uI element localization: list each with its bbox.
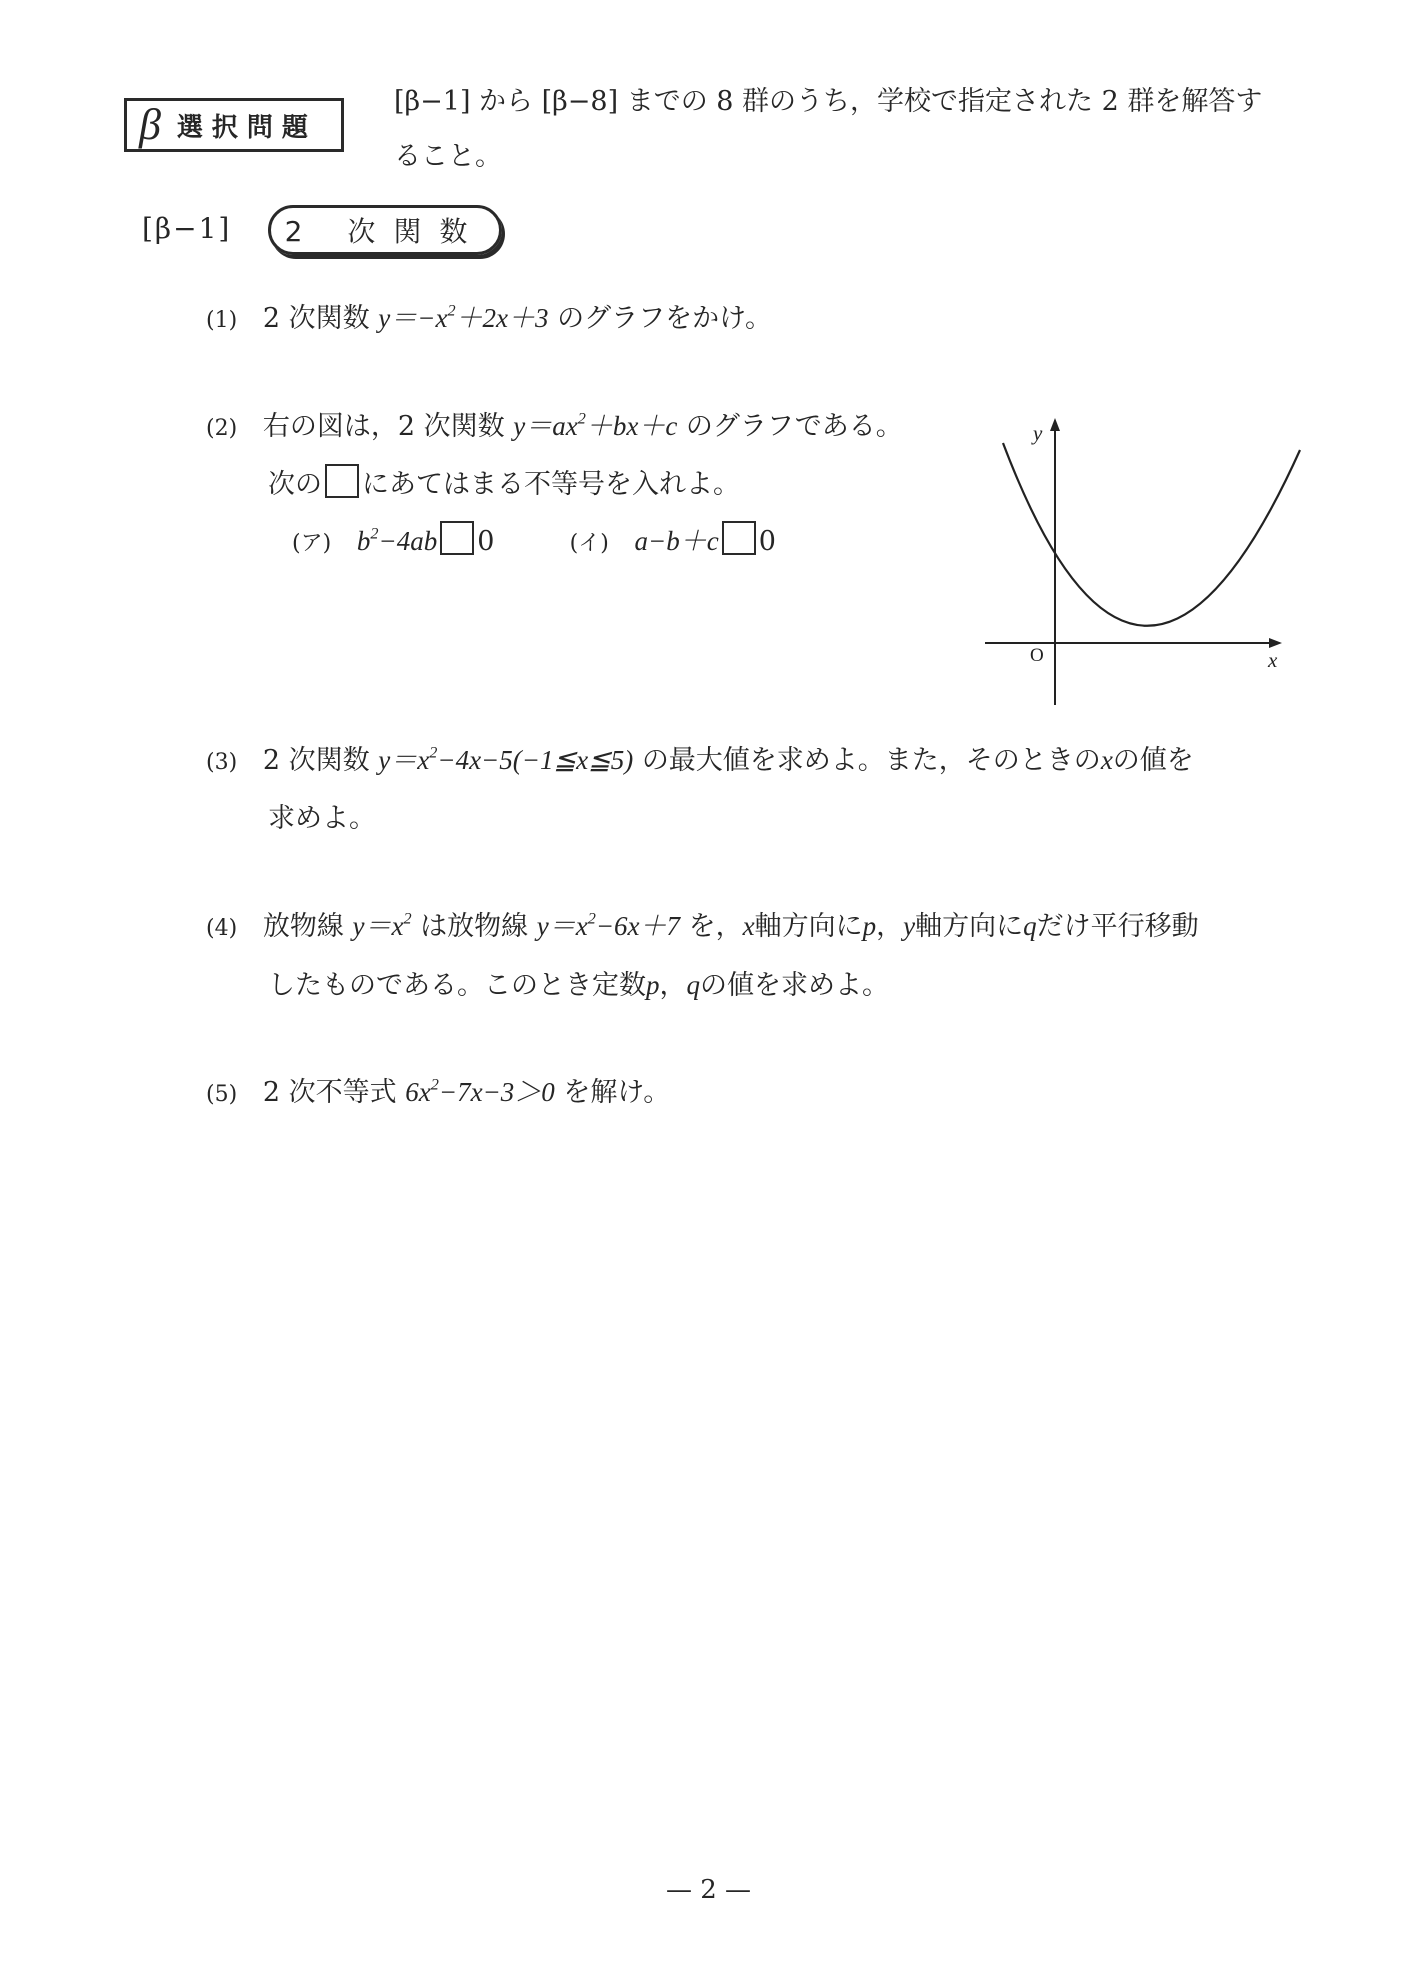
instruction-line-1: [β−1] から [β−8] までの 8 群のうち，学校で指定された 2 群を解答す (394, 86, 1263, 117)
subq-a-sup: 2 (370, 524, 379, 543)
q4-text-c: を， (688, 911, 743, 942)
section-title: 2 次関数 (284, 215, 486, 248)
q5-sup: 2 (430, 1075, 439, 1094)
q3-eq: y＝x (378, 745, 430, 775)
q4-line-1 (206, 898, 1326, 957)
q5-text-a: 2 次不等式 (262, 1077, 397, 1108)
q1-equation (378, 303, 548, 333)
q5-eq-rest: −7x−3＞0 (438, 1077, 555, 1107)
q4-line2-p: p (646, 970, 660, 1000)
q2-line2-b: にあてはまる不等号を入れよ。 (362, 469, 740, 500)
q2-sup: 2 (577, 409, 586, 428)
q4-eq2-rest: −6x＋7 (595, 911, 681, 941)
q4-eq2-base: y＝x (536, 911, 588, 941)
q4-var-y: y (903, 911, 916, 941)
question-2 (206, 398, 966, 572)
subq-a-zero: 0 (477, 526, 495, 557)
q2-eq-rest: ＋bx＋c (585, 411, 678, 441)
question-number: (3) (206, 750, 238, 775)
subq-a-rest: −4ab (378, 526, 438, 556)
q2-line-1 (206, 398, 966, 457)
subq-i-label: (イ) (569, 531, 609, 556)
q3-range: (−1≦x≦5) (512, 745, 634, 775)
q4-text-d: 軸方向に (754, 911, 863, 942)
q4-line2-q: q (686, 970, 700, 1000)
q4-text-f: 軸方向に (915, 911, 1024, 942)
q2-eq: y＝ax (513, 411, 578, 441)
subq-a-b: b (356, 526, 371, 556)
q3-var: x (1100, 745, 1113, 775)
question-number: (4) (206, 916, 238, 941)
q4-eq2 (537, 911, 680, 941)
q4-text-b: は放物線 (420, 911, 529, 942)
q3-text-a: 2 次関数 (262, 745, 370, 776)
q4-line2-a: したものである。このとき定数 (268, 970, 646, 1001)
q2-line2-a: 次の (268, 469, 322, 500)
section-label: [β−1] (142, 212, 232, 245)
q1-eq-rest: ＋2x＋3 (455, 303, 549, 333)
question-number: (5) (206, 1082, 238, 1107)
page-number: — 2 — (665, 1875, 752, 1905)
parabola-graph (975, 415, 1315, 715)
beta-box-title: 選択問題 (176, 112, 317, 143)
q4-text-e: ， (876, 911, 904, 942)
q1-eq: y＝−x (378, 303, 448, 333)
q5-inequality (405, 1077, 555, 1107)
subq-a-label: (ア) (292, 531, 332, 556)
q3-line-2: 求めよ。 (268, 803, 376, 834)
q5-eq: 6x (405, 1077, 431, 1107)
q4-line2-sep: ， (659, 970, 687, 1001)
subq-i-expr: a−b＋c (634, 526, 719, 556)
q4-text-a: 放物線 (262, 911, 344, 942)
x-axis-arrow (1269, 638, 1282, 648)
question-5 (206, 1064, 670, 1123)
q3-text-c: の値を (1112, 745, 1194, 776)
q4-sup2: 2 (587, 909, 596, 928)
q4-text-g: だけ平行移動 (1036, 911, 1199, 942)
instruction-line-2: ること。 (394, 141, 502, 172)
q4-var-p: p (862, 911, 877, 941)
question-3 (206, 732, 1326, 847)
q3-sup: 2 (429, 743, 438, 762)
q4-sup1: 2 (403, 909, 412, 928)
x-axis-label: x (1268, 648, 1278, 672)
q4-var-x: x (742, 911, 755, 941)
q2-text-b: のグラフである。 (685, 411, 903, 442)
q1-text-b: のグラフをかけ。 (557, 303, 773, 334)
answer-blank-a (440, 521, 474, 555)
beta-symbol: β (139, 100, 161, 149)
question-number: (2) (206, 416, 238, 441)
question-number: (1) (206, 308, 238, 333)
y-axis-label: y (1033, 421, 1043, 445)
q4-var-q: q (1023, 911, 1037, 941)
q3-equation (378, 745, 513, 775)
y-axis-arrow (1050, 418, 1060, 431)
q2-subquestions (206, 513, 966, 572)
q3-line-1 (206, 732, 1326, 791)
q5-text-b: を解け。 (563, 1077, 671, 1108)
parabola-curve (1003, 443, 1300, 626)
q4-line-2 (206, 957, 1326, 1014)
q2-equation (513, 411, 677, 441)
q4-eq1 (353, 911, 412, 941)
origin-label: O (1030, 645, 1044, 666)
answer-blank (325, 464, 359, 498)
section-beta-box (124, 98, 344, 152)
q2-line-2 (206, 457, 966, 513)
q4-eq1-base: y＝x (352, 911, 404, 941)
instructions (394, 74, 1314, 184)
q3-text-b: の最大値を求めよ。また，そのときの (641, 745, 1101, 776)
q4-line2-b: の値を求めよ。 (700, 970, 889, 1001)
q1-text-a: 2 次関数 (262, 303, 370, 334)
question-4 (206, 898, 1326, 1014)
question-1 (206, 290, 772, 349)
subq-i-zero: 0 (758, 526, 776, 557)
q1-sup: 2 (447, 301, 456, 320)
answer-blank-i (722, 521, 756, 555)
section-title-pill (268, 205, 502, 255)
subq-a-expr (357, 526, 437, 556)
q2-text-a: 右の図は，2 次関数 (262, 411, 505, 442)
q3-eq-rest: −4x−5 (437, 745, 513, 775)
